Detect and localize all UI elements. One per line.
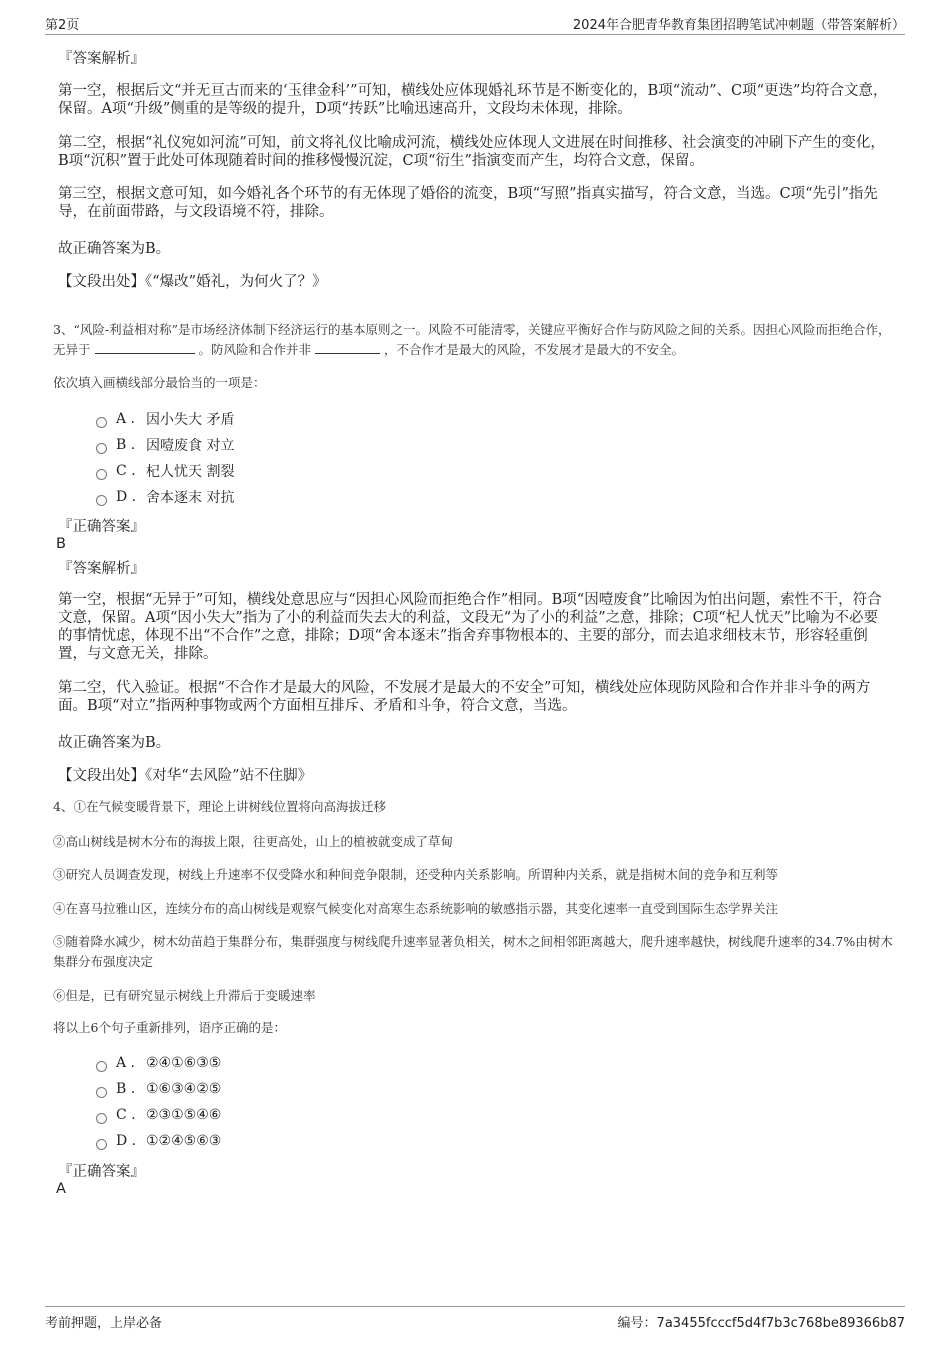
- q3-stem-part-a: 3、“风险-利益相对称”是市场经济体制下经济运行的基本原则之一。风险不可能清零，关键应平衡好合作与防风险之间的关系。因担心风险而拒绝合作，无异于: [53, 322, 891, 357]
- q3-option-a[interactable]: A . 因小失大 矛盾: [96, 409, 234, 429]
- q4-option-c[interactable]: C . ②③①⑤④⑥: [96, 1107, 221, 1123]
- radio-icon[interactable]: [96, 1139, 107, 1150]
- q2-analysis-label: 『答案解析』: [58, 51, 145, 67]
- q3-answer: B: [56, 536, 66, 552]
- q3-stem: [53, 320, 898, 360]
- q3-stem-part-b: 。防风险和合作并非: [198, 342, 311, 357]
- radio-icon[interactable]: [96, 417, 107, 428]
- q4-answer-label: 『正确答案』: [58, 1164, 145, 1180]
- q2-source: 【文段出处】《“爆改”婚礼，为何火了？》: [58, 274, 327, 290]
- footer-slogan: 考前押题，上岸必备: [45, 1316, 163, 1331]
- radio-icon[interactable]: [96, 443, 107, 454]
- q4-option-a[interactable]: A . ②④①⑥③⑤: [96, 1055, 221, 1071]
- page-header: [45, 14, 905, 35]
- q3-prompt: 依次填入画横线部分最恰当的一项是：: [53, 375, 266, 390]
- document-title: 2024年合肥青华教育集团招聘笔试冲刺题（带答案解析）: [572, 18, 905, 33]
- q3-answer-label: 『正确答案』: [58, 519, 145, 535]
- q3-analysis-p1: 第一空，根据“无异于”可知，横线处意思应与“因担心风险而拒绝合作”相同。B项“因噎废食”比喻因为怕出问题，索性不干，符合文意，保留。A项“因小失大”指为了小的利益而失去大的利益，文段无“为了小的利益”之意，排除；C项“杞人忧天”比喻为不必要的事情忧虑，体现不出“不合作”之意，排除；D项“舍本逐末”指舍弃事物根本的、主要的部分，而去追求细枝末节，形容轻重倒置，与文意无关，排除。: [58, 592, 882, 662]
- q4-sentence-6: ⑥但是，已有研究显示树线上升滞后于变暖速率: [53, 988, 316, 1003]
- radio-icon[interactable]: [96, 1061, 107, 1072]
- q2-conclusion: 故正确答案为B。: [58, 241, 171, 257]
- page-footer: [45, 1306, 905, 1331]
- q4-prompt: 将以上6个句子重新排列，语序正确的是：: [53, 1020, 286, 1035]
- q2-analysis-p2: 第二空，根据“礼仪宛如河流”可知，前文将礼仪比喻成河流，横线处应体现人文进展在时间推移、社会演变的冲刷下产生的变化，B项“沉积”置于此处可体现随着时间的推移慢慢沉淀，C项“衍生”指演变而产生，均符合文意，保留。: [58, 135, 885, 169]
- radio-icon[interactable]: [96, 495, 107, 506]
- q3-option-d[interactable]: D . 舍本逐末 对抗: [96, 487, 234, 507]
- q4-option-b[interactable]: B . ①⑥③④②⑤: [96, 1081, 221, 1097]
- footer-serial: 编号：7a3455fcccf5d4f7b3c768be89366b87: [617, 1316, 905, 1331]
- q3-blank-2: [315, 341, 380, 354]
- q3-conclusion: 故正确答案为B。: [58, 735, 171, 751]
- radio-icon[interactable]: [96, 1087, 107, 1098]
- q4-sentence-5: ⑤随着降水减少，树木幼苗趋于集群分布，集群强度与树线爬升速率显著负相关，树木之间相邻距离越大，爬升速率越快，树线爬升速率的34.7%由树木集群分布强度决定: [53, 934, 893, 969]
- q3-stem-part-c: ，不合作才是最大的风险，不发展才是最大的不安全。: [383, 342, 684, 357]
- q3-option-c[interactable]: C . 杞人忧天 割裂: [96, 461, 234, 481]
- radio-icon[interactable]: [96, 1113, 107, 1124]
- q4-sentence-3: ③研究人员调查发现，树线上升速率不仅受降水和种间竞争限制，还受种内关系影响。所谓种内关系，就是指树木间的竞争和互利等: [53, 867, 779, 882]
- radio-icon[interactable]: [96, 469, 107, 480]
- q3-option-b[interactable]: B . 因噎废食 对立: [96, 435, 234, 455]
- q4-sentence-1: 4、①在气候变暖背景下，理论上讲树线位置将向高海拔迁移: [53, 799, 386, 814]
- q4-option-d[interactable]: D . ①②④⑤⑥③: [96, 1133, 221, 1149]
- q4-sentence-2: ②高山树线是树木分布的海拔上限，往更高处，山上的植被就变成了草甸: [53, 834, 454, 849]
- page-number: 第2页: [45, 18, 80, 33]
- q4-sentence-4: ④在喜马拉雅山区，连续分布的高山树线是观察气候变化对高寒生态系统影响的敏感指示器，其变化速率一直受到国际生态学界关注: [53, 901, 779, 916]
- q2-analysis-p3: 第三空，根据文意可知，如今婚礼各个环节的有无体现了婚俗的流变，B项“写照”指真实描写，符合文意，当选。C项“先引”指先导，在前面带路，与文段语境不符，排除。: [58, 186, 878, 220]
- q3-analysis-label: 『答案解析』: [58, 561, 145, 577]
- q3-analysis-p2: 第二空，代入验证。根据“不合作才是最大的风险，不发展才是最大的不安全”可知，横线处应体现防风险和合作并非斗争的两方面。B项“对立”指两种事物或两个方面相互排斥、矛盾和斗争，符合文意，当选。: [58, 680, 871, 714]
- q3-source: 【文段出处】《对华“去风险”站不住脚》: [58, 768, 313, 784]
- q3-blank-1: [95, 341, 195, 354]
- q2-analysis-p1: 第一空，根据后文“并无亘古而来的‘玉律金科’”可知，横线处应体现婚礼环节是不断变化的，B项“流动”、C项“更迭”均符合文意，保留。A项“升级”侧重的是等级的提升，D项“抟跃”比喻迅速高升，文段均未体现，排除。: [58, 83, 888, 117]
- q4-answer: A: [56, 1181, 66, 1197]
